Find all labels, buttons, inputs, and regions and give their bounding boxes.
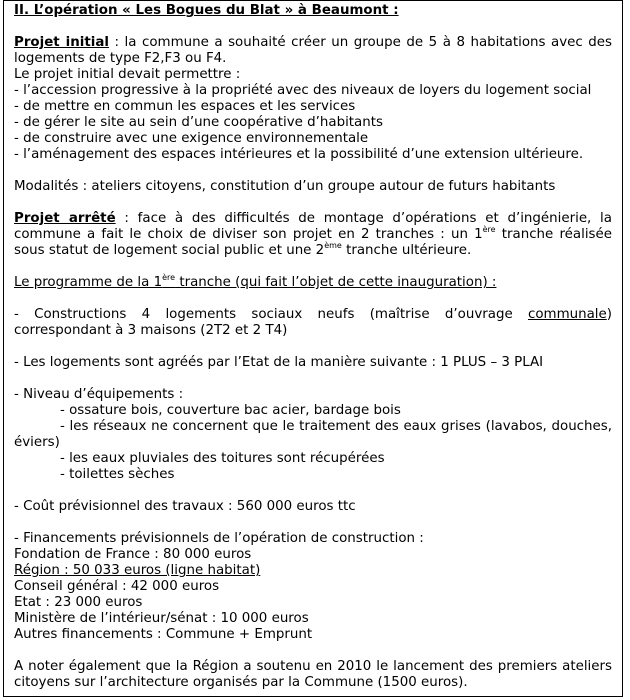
programme-text-a: Le programme de la 1 — [14, 275, 163, 290]
projet-initial-heading: Projet initial — [14, 35, 109, 50]
projet-arrete-text-a: : face à des difficultés de montage d’opérations et d’ingénierie, la commune a fait le choix de diviser son projet en 2 tranches : un 1 — [14, 211, 612, 242]
projet-arrete-paragraph — [14, 211, 612, 259]
constructions-underlined: communale — [527, 307, 607, 322]
spacer — [14, 19, 612, 35]
spacer — [14, 643, 612, 659]
list-item: Fondation de France : 80 000 euros — [14, 547, 252, 562]
constructions-text-a: - Constructions 4 logements sociaux neufs (maîtrise d’ouvrage — [14, 307, 528, 322]
list-item: - les réseaux ne concernent que le traitement des eaux grises (lavabos, douches, éviers) — [14, 419, 612, 450]
financements-heading: - Financements prévisionnels de l’opération de construction : — [14, 531, 424, 546]
list-item: Etat : 23 000 euros — [14, 595, 143, 610]
list-item: - de construire avec une exigence environnementale — [14, 131, 369, 146]
spacer — [14, 163, 612, 179]
modalites-paragraph: Modalités : ateliers citoyens, constitution d’un groupe autour de futurs habitants — [14, 179, 556, 194]
list-item: Conseil général : 42 000 euros — [14, 579, 220, 594]
agrees-paragraph: - Les logements sont agréés par l’Etat de la manière suivante : 1 PLUS – 3 PLAI — [14, 355, 544, 370]
constructions-text-b: ) correspondant à 3 maisons (2T2 et 2 T4) — [14, 307, 612, 338]
spacer — [14, 259, 612, 275]
list-item: - l’accession progressive à la propriété avec des niveaux de loyers du logement social — [14, 83, 592, 98]
projet-arrete-heading: Projet arrêté — [14, 211, 116, 226]
spacer — [14, 291, 612, 307]
superscript: ère — [482, 224, 496, 234]
list-item: - de mettre en commun les espaces et les services — [14, 99, 356, 114]
list-item — [14, 563, 612, 579]
list-item: Autres financements : Commune + Emprunt — [14, 627, 313, 642]
projet-initial-paragraph — [14, 35, 612, 67]
programme-heading — [14, 272, 612, 291]
section-title — [14, 3, 612, 19]
spacer — [14, 515, 612, 531]
document-frame — [3, 0, 623, 697]
list-item: - ossature bois, couverture bac acier, bardage bois — [60, 403, 401, 418]
noter-paragraph: A noter également que la Région a soutenu en 2010 le lancement des premiers ateliers citoyens sur l’architecture organisés par la Commune (1500 euros). — [14, 659, 612, 690]
list-item: - l’aménagement des espaces intérieures et la possibilité d’une extension ultérieure. — [14, 147, 584, 162]
spacer — [14, 339, 612, 355]
list-item: - de gérer le site au sein d’une coopérative d’habitants — [14, 115, 383, 130]
superscript: ère — [162, 272, 176, 282]
financements-region: Région : 50 033 euros (ligne habitat) — [14, 563, 261, 578]
programme-heading-text — [14, 272, 497, 290]
projet-initial-intro: Le projet initial devait permettre : — [14, 67, 241, 82]
constructions-paragraph — [14, 307, 612, 339]
projet-initial-text: : la commune a souhaité créer un groupe de 5 à 8 habitations avec des logements de type F2,F3 ou F4. — [14, 35, 612, 66]
section-title-text: II. L’opération « Les Bogues du Blat » à Beaumont : — [14, 3, 399, 18]
list-item: - les eaux pluviales des toitures sont récupérées — [60, 451, 385, 466]
list-item: - toilettes sèches — [60, 467, 175, 482]
cout-paragraph: - Coût prévisionnel des travaux : 560 000 euros ttc — [14, 499, 356, 514]
projet-arrete-text-b: tranche réalisée sous statut de logement social public et une 2 — [14, 227, 612, 258]
programme-text-b: tranche (qui fait l’objet de cette inauguration) : — [175, 275, 497, 290]
list-item: Ministère de l’intérieur/sénat : 10 000 euros — [14, 611, 309, 626]
spacer — [14, 483, 612, 499]
projet-arrete-text-c: tranche ultérieure. — [341, 243, 472, 258]
spacer — [14, 371, 612, 387]
superscript: ème — [324, 240, 342, 250]
spacer — [14, 195, 612, 211]
equipements-heading: - Niveau d’équipements : — [14, 387, 184, 402]
